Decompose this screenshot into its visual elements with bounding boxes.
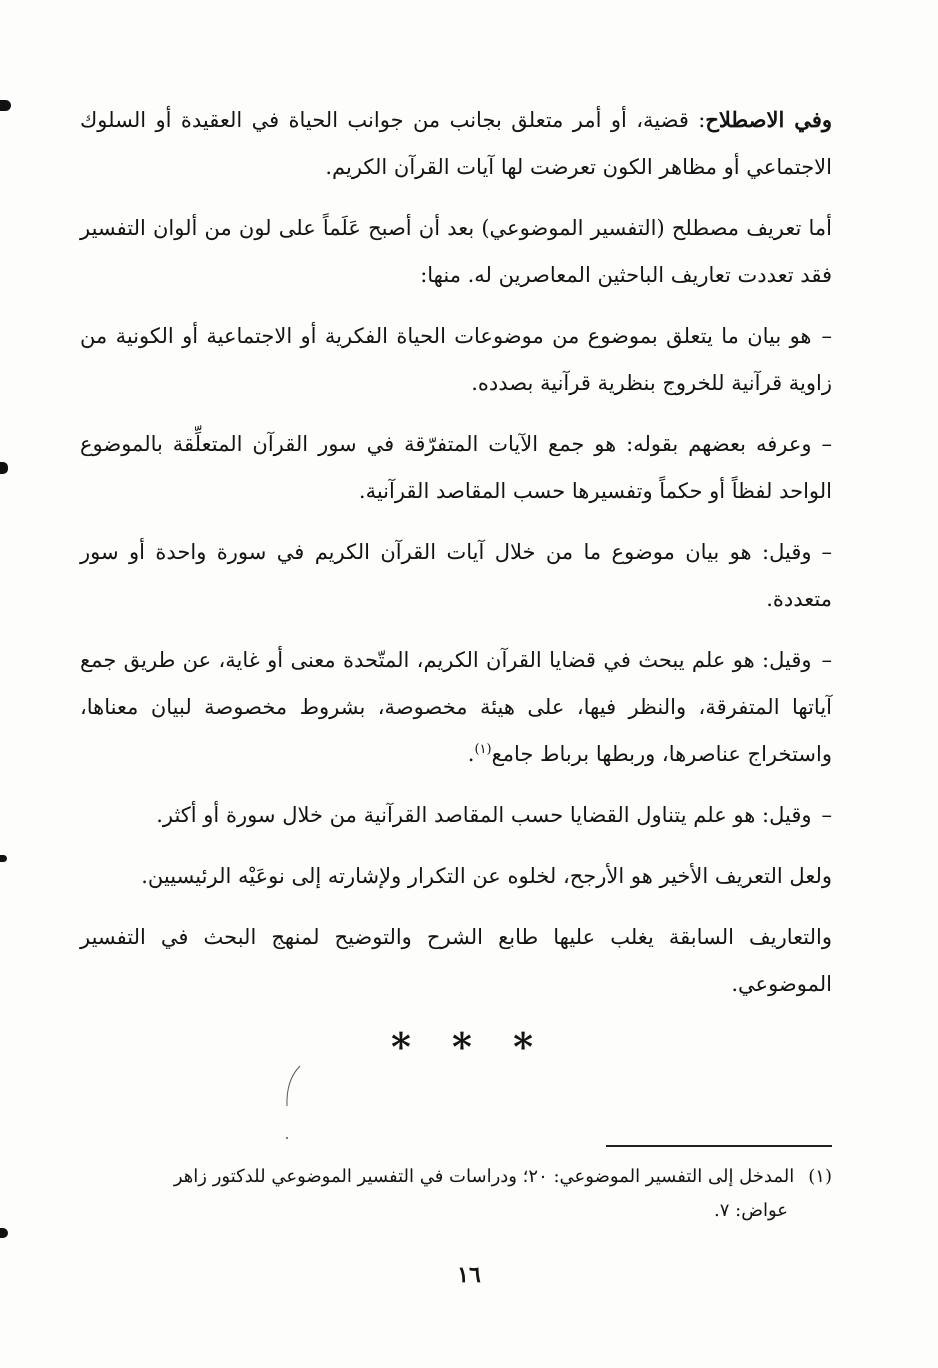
paragraph-intro: أما تعريف مصطلح (التفسير الموضوعي) بعد أن أصبح عَلَماً على لون من ألوان التفسير فقد تعددت تعاريف الباحثين المعاصرين له. منها: xyxy=(80,216,832,287)
scan-edge-mark xyxy=(0,100,11,111)
scan-edge-mark xyxy=(0,1228,8,1238)
main-text xyxy=(80,96,832,1022)
section-separator: * * * xyxy=(390,1024,548,1069)
scan-artifact xyxy=(278,1062,318,1142)
definition-item: –وقيل: هو علم يتناول القضايا حسب المقاصد القرآنية من خلال سورة أو أكثر. xyxy=(156,803,832,827)
paragraph-conclusion: ولعل التعريف الأخير هو الأرجح، لخلوه عن التكرار ولإشارته إلى نوعَيْه الرئيسيين. xyxy=(141,864,832,888)
page-number: ١٦ xyxy=(457,1262,481,1288)
term-heading: وفي الاصطلاح xyxy=(705,107,832,132)
footnote xyxy=(80,1160,832,1228)
scan-edge-mark xyxy=(0,855,7,862)
scan-edge-mark xyxy=(0,462,8,474)
footnote-reference: (١) xyxy=(474,742,492,757)
footnote-text-continued: عواض: ٧. xyxy=(714,1200,788,1221)
footnote-divider xyxy=(606,1145,832,1147)
definition-item: –وعرفه بعضهم بقوله: هو جمع الآيات المتفرّقة في سور القرآن المتعلِّقة بالموضوع الواحد لفظاً أو حكماً وتفسيرها حسب المقاصد القرآنية. xyxy=(80,432,832,503)
paragraph-definition-term: وفي الاصطلاح: قضية، أو أمر متعلق بجانب من جوانب الحياة في العقيدة أو السلوك الاجتماعي أو مظاهر الكون تعرضت لها آيات القرآن الكريم. xyxy=(80,107,832,179)
footnote-marker: (١) xyxy=(808,1166,832,1187)
definition-item: –وقيل: هو علم يبحث في قضايا القرآن الكريم، المتّحدة معنى أو غاية، عن طريق جمع آياتها المتفرقة، والنظر فيها، على هيئة مخصوصة، بشروط مخصوصة لبيان معناها، واستخراج عناصرها، وربطها برباط جامع$^{(١)}$. xyxy=(80,648,832,766)
paragraph-summary: والتعاريف السابقة يغلب عليها طابع الشرح والتوضيح لمنهج البحث في التفسير الموضوعي. xyxy=(80,925,832,996)
footnote-text: المدخل إلى التفسير الموضوعي: ٢٠؛ ودراسات في التفسير الموضوعي للدكتور زاهر xyxy=(173,1166,795,1187)
definition-item: –هو بيان ما يتعلق بموضوع من موضوعات الحياة الفكرية أو الاجتماعية أو الكونية من زاوية قرآنية للخروج بنظرية قرآنية بصدده. xyxy=(80,324,832,395)
definition-item: –وقيل: هو بيان موضوع ما من خلال آيات القرآن الكريم في سورة واحدة أو سور متعددة. xyxy=(80,540,832,611)
